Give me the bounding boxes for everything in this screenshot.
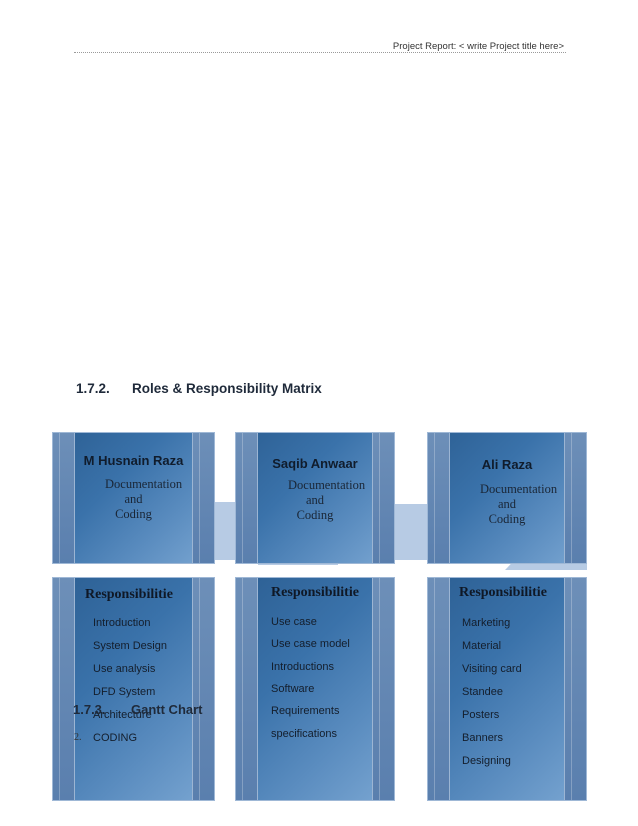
- responsibility-item: Material: [462, 640, 502, 652]
- responsibility-item: Software: [271, 683, 315, 695]
- card-strip-left: [428, 578, 450, 800]
- responsibility-title: Responsibilitie: [459, 585, 547, 600]
- member-card: [236, 433, 394, 563]
- responsibility-item: Architecture: [93, 709, 152, 721]
- responsibility-item: Designing: [462, 755, 511, 767]
- responsibility-item: Visiting card: [462, 663, 522, 675]
- responsibility-item: Banners: [462, 732, 503, 744]
- member-card: [53, 433, 214, 563]
- list-number: 2.: [74, 732, 82, 743]
- responsibility-title: Responsibilitie: [271, 585, 359, 600]
- header-text: Project Report: < write Project title here>: [392, 41, 564, 52]
- header-rule: [74, 52, 566, 53]
- responsibility-item: CODING: [93, 732, 137, 744]
- card-strip-right: [192, 578, 214, 800]
- responsibility-item: Use case: [271, 616, 317, 628]
- responsibility-item: Use analysis: [93, 663, 156, 675]
- responsibility-item: Posters: [462, 709, 500, 721]
- responsibility-item: Standee: [462, 686, 503, 698]
- section-number: 1.7.2.: [76, 381, 110, 396]
- card-strip-right: [564, 578, 586, 800]
- connector-shape-1: [214, 502, 236, 560]
- member-card: [428, 433, 586, 563]
- responsibility-item: DFD System: [93, 686, 156, 698]
- responsibility-card: [53, 578, 214, 800]
- responsibility-item: Introduction: [93, 617, 151, 629]
- responsibility-item: Marketing: [462, 617, 511, 629]
- card-strip-left: [53, 578, 75, 800]
- responsibility-card: [236, 578, 394, 800]
- responsibility-item: Requirements: [271, 705, 340, 717]
- gantt-number: 1.7.3.: [73, 702, 106, 717]
- gantt-heading-overlap: [73, 702, 203, 717]
- section-heading: [76, 381, 322, 396]
- responsibility-item: Introductions: [271, 661, 334, 673]
- connector-shape-3: [394, 504, 428, 560]
- responsibility-item: specifications: [271, 728, 338, 740]
- member-role: Documentation and Coding: [480, 482, 558, 526]
- gantt-title: Gantt Chart: [131, 702, 203, 717]
- responsibility-card: [428, 578, 586, 800]
- card-strip-right: [372, 578, 394, 800]
- card-strip-left: [236, 578, 258, 800]
- responsibility-title: Responsibilitie: [85, 587, 173, 602]
- member-name: M Husnain Raza: [83, 453, 184, 468]
- responsibility-item: System Design: [93, 640, 167, 652]
- member-role: Documentation and Coding: [288, 478, 366, 522]
- member-role: Documentation and Coding: [105, 477, 183, 521]
- responsibility-item: Use case model: [271, 638, 350, 650]
- member-name: Ali Raza: [481, 457, 533, 472]
- member-name: Saqib Anwaar: [272, 456, 358, 471]
- section-title: Roles & Responsibility Matrix: [132, 381, 322, 396]
